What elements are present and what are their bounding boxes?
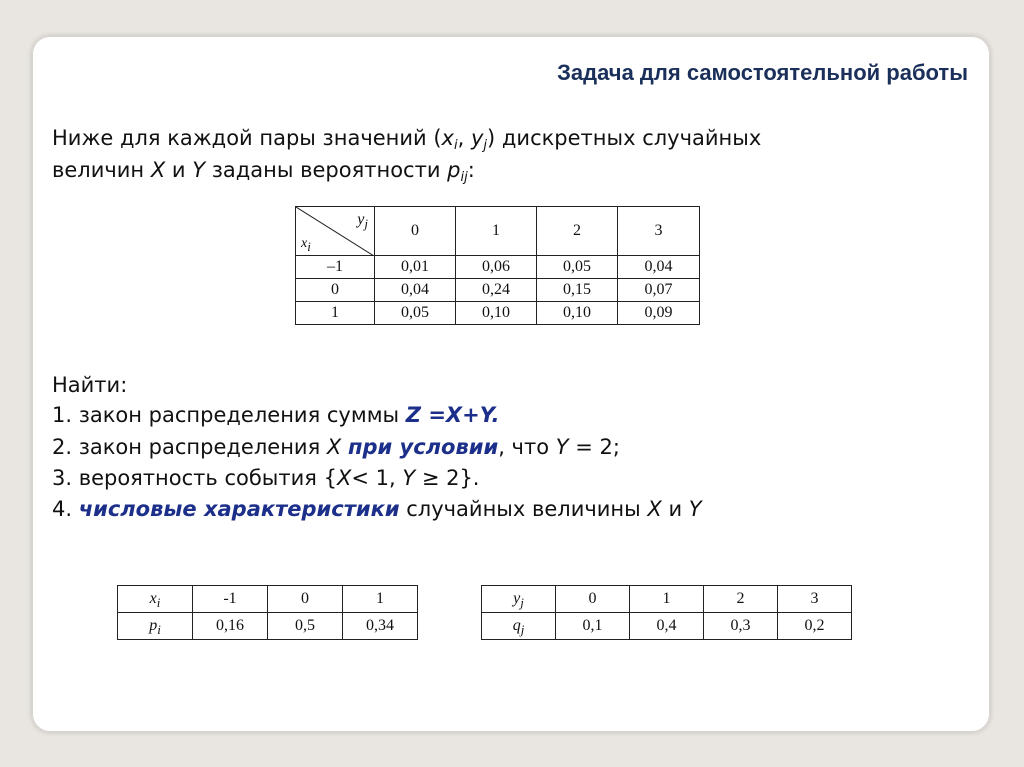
- corner-x-label: $x_i$: [301, 236, 311, 254]
- prob-cell: 0,10: [537, 302, 618, 325]
- y-value-cell: 2: [704, 586, 778, 613]
- task-item-2: 2. закон распределения X при условии, что Y = 2;: [52, 435, 620, 459]
- prob-cell: 0,34: [343, 613, 418, 640]
- x-marginal-table: [117, 585, 418, 640]
- y-header-cell: $y_j$: [482, 586, 556, 613]
- prob-cell: 0,05: [375, 302, 456, 325]
- prob-cell: 0,1: [556, 613, 630, 640]
- prob-cell: 0,3: [704, 613, 778, 640]
- prob-cell: 0,24: [456, 279, 537, 302]
- q-header-cell: $q_j$: [482, 613, 556, 640]
- y-value-cell: 2: [537, 207, 618, 256]
- prob-cell: 0,4: [630, 613, 704, 640]
- task-item-4: 4. числовые характеристики случайных величины X и Y: [52, 497, 702, 521]
- find-heading: Найти:: [52, 373, 128, 397]
- x-value-cell: 0: [268, 586, 343, 613]
- prob-cell: 0,04: [618, 256, 700, 279]
- prob-cell: 0,05: [537, 256, 618, 279]
- table-row: [118, 586, 418, 613]
- intro-line-1: Ниже для каждой пары значений ($x_i$, $y_j$) дискретных случайных: [52, 126, 762, 153]
- corner-y-label: $y_j$: [357, 211, 368, 231]
- prob-cell: 0,16: [193, 613, 268, 640]
- y-value-cell: 3: [618, 207, 700, 256]
- y-value-cell: 1: [456, 207, 537, 256]
- prob-cell: 0,10: [456, 302, 537, 325]
- x-value-cell: 0: [296, 279, 375, 302]
- x-value-cell: 1: [296, 302, 375, 325]
- x-value-cell: –1: [296, 256, 375, 279]
- table-row: [482, 613, 852, 640]
- table-row: [296, 256, 700, 279]
- x-value-cell: -1: [193, 586, 268, 613]
- table-row: [296, 279, 700, 302]
- y-marginal-table: [481, 585, 852, 640]
- prob-cell: 0,04: [375, 279, 456, 302]
- task-item-1: 1. закон распределения суммы Z =X+Y.: [52, 403, 500, 427]
- joint-distribution-table: [295, 206, 700, 325]
- table-header-row: [296, 207, 700, 256]
- y-value-cell: 0: [556, 586, 630, 613]
- prob-cell: 0,15: [537, 279, 618, 302]
- x-header-cell: $x_i$: [118, 586, 193, 613]
- intro-line-2: величин X и Y заданы вероятности $p_{ij}$:: [52, 158, 475, 185]
- p-header-cell: $p_i$: [118, 613, 193, 640]
- page-title: Задача для самостоятельной работы: [557, 60, 968, 85]
- prob-cell: 0,06: [456, 256, 537, 279]
- y-value-cell: 0: [375, 207, 456, 256]
- task-item-3: 3. вероятность события {X< 1, Y ≥ 2}.: [52, 466, 480, 490]
- table-row: [296, 302, 700, 325]
- table-row: [118, 613, 418, 640]
- prob-cell: 0,2: [778, 613, 852, 640]
- y-value-cell: 3: [778, 586, 852, 613]
- x-value-cell: 1: [343, 586, 418, 613]
- corner-cell: [296, 207, 375, 256]
- prob-cell: 0,07: [618, 279, 700, 302]
- prob-cell: 0,09: [618, 302, 700, 325]
- prob-cell: 0,5: [268, 613, 343, 640]
- table-row: [482, 586, 852, 613]
- prob-cell: 0,01: [375, 256, 456, 279]
- y-value-cell: 1: [630, 586, 704, 613]
